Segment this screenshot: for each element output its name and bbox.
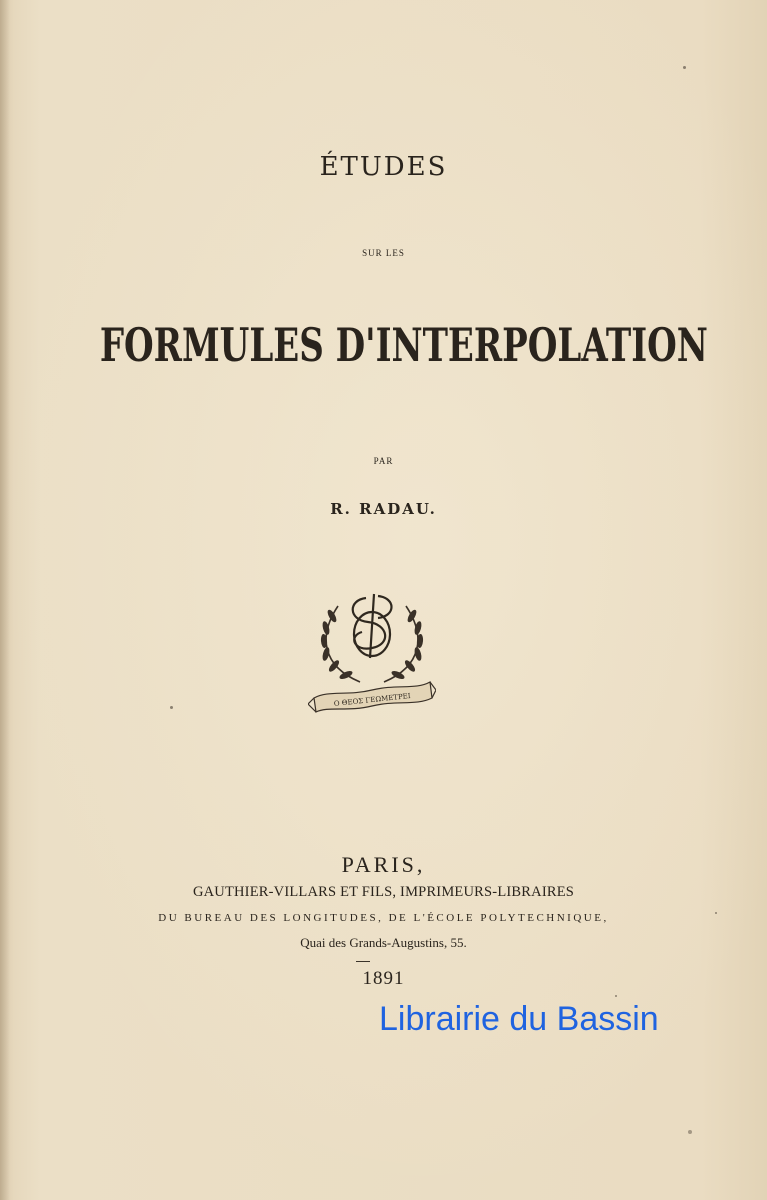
imprint-bureau: DU BUREAU DES LONGITUDES, DE L'ÉCOLE POLYTECHNIQUE, bbox=[158, 912, 609, 924]
by-line: PAR bbox=[373, 456, 394, 466]
emblem-motto: Ο ΘΕΟΣ ΓΕΩΜΕΤΡΕΙ bbox=[333, 691, 411, 708]
watermark-text: Librairie du Bassin bbox=[379, 1000, 659, 1038]
paper-speck bbox=[683, 66, 686, 69]
separator-dash bbox=[356, 961, 370, 962]
heading: ÉTUDES bbox=[319, 152, 448, 182]
imprint-year: 1891 bbox=[362, 968, 405, 989]
paper-speck bbox=[170, 706, 173, 709]
imprint-publisher: GAUTHIER-VILLARS ET FILS, IMPRIMEURS-LIBRAIRES bbox=[192, 884, 575, 900]
paper-speck bbox=[615, 995, 617, 997]
author: R. RADAU. bbox=[330, 500, 437, 518]
subheading: SUR LES bbox=[362, 248, 405, 258]
main-title: FORMULES D'INTERPOLATION bbox=[99, 318, 708, 372]
imprint-city: PARIS, bbox=[341, 852, 426, 877]
paper-speck bbox=[688, 1130, 692, 1134]
publisher-emblem bbox=[308, 586, 436, 724]
imprint-address: Quai des Grands-Augustins, 55. bbox=[300, 935, 467, 950]
